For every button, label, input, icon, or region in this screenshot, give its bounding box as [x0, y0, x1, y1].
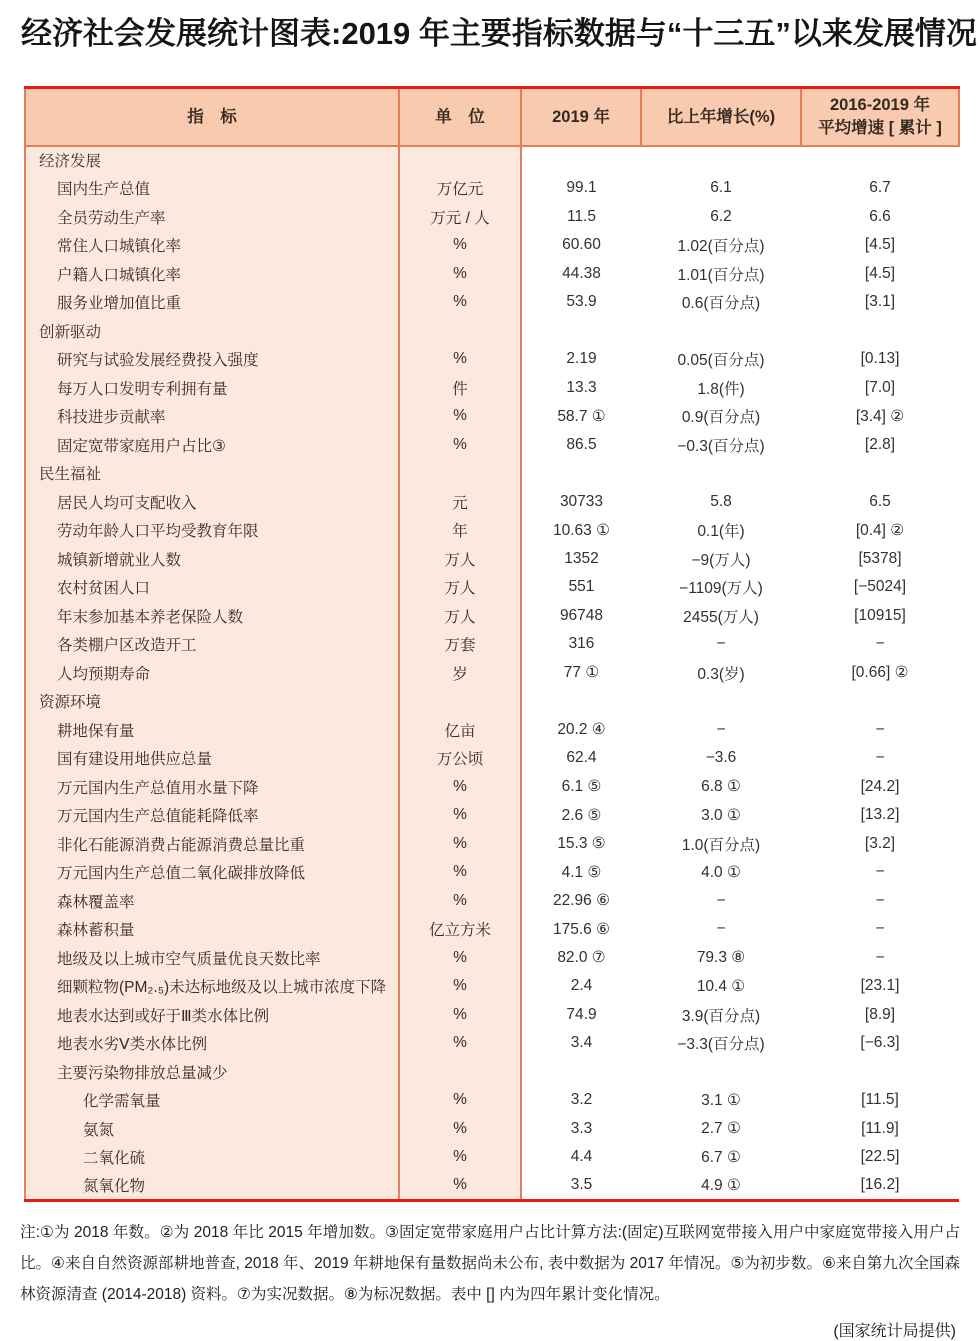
average-cell: [10915]	[801, 602, 959, 631]
unit-cell: 岁	[399, 659, 521, 688]
unit-cell: 件	[399, 374, 521, 403]
unit-cell	[399, 687, 521, 716]
growth-cell	[641, 459, 801, 488]
value-2019-cell	[521, 1058, 641, 1087]
unit-cell: %	[399, 944, 521, 973]
unit-cell: %	[399, 1029, 521, 1058]
indicator-cell: 各类棚户区改造开工	[25, 630, 399, 659]
value-2019-cell: 2.19	[521, 345, 641, 374]
average-cell: −	[801, 915, 959, 944]
value-2019-cell: 74.9	[521, 1001, 641, 1030]
unit-cell: %	[399, 887, 521, 916]
unit-cell: %	[399, 345, 521, 374]
unit-cell: 亿亩	[399, 716, 521, 745]
average-cell: [0.4] ②	[801, 516, 959, 545]
indicator-cell: 氮氧化物	[25, 1172, 399, 1201]
indicator-cell: 国有建设用地供应总量	[25, 744, 399, 773]
indicator-cell: 地表水达到或好于Ⅲ类水体比例	[25, 1001, 399, 1030]
unit-cell: 万人	[399, 545, 521, 574]
table-body	[25, 146, 959, 1201]
value-2019-cell: 82.0 ⑦	[521, 944, 641, 973]
value-2019-cell: 11.5	[521, 203, 641, 232]
indicator-cell: 二氧化硫	[25, 1143, 399, 1172]
unit-cell: 万亿元	[399, 174, 521, 203]
value-2019-cell	[521, 687, 641, 716]
value-2019-cell	[521, 317, 641, 346]
growth-cell: −1109(万人)	[641, 573, 801, 602]
indicator-cell: 化学需氧量	[25, 1086, 399, 1115]
growth-cell: −0.3(百分点)	[641, 431, 801, 460]
indicator-cell: 户籍人口城镇化率	[25, 260, 399, 289]
growth-cell: 0.05(百分点)	[641, 345, 801, 374]
growth-cell: 3.0 ①	[641, 801, 801, 830]
unit-cell: %	[399, 1115, 521, 1144]
value-2019-cell: 20.2 ④	[521, 716, 641, 745]
indicator-cell: 年末参加基本养老保险人数	[25, 602, 399, 631]
table-row	[25, 687, 959, 716]
table-row	[25, 915, 959, 944]
table-row	[25, 345, 959, 374]
value-2019-cell: 175.6 ⑥	[521, 915, 641, 944]
growth-cell: 1.0(百分点)	[641, 830, 801, 859]
growth-cell: 79.3 ⑧	[641, 944, 801, 973]
column-header-2019: 2019 年	[521, 88, 641, 146]
growth-cell: 6.8 ①	[641, 773, 801, 802]
unit-cell: 万公顷	[399, 744, 521, 773]
unit-cell: %	[399, 830, 521, 859]
unit-cell: %	[399, 1172, 521, 1201]
growth-cell: 0.3(岁)	[641, 659, 801, 688]
indicator-cell: 常住人口城镇化率	[25, 231, 399, 260]
unit-cell	[399, 317, 521, 346]
value-2019-cell: 10.63 ①	[521, 516, 641, 545]
table-row	[25, 972, 959, 1001]
average-cell: [23.1]	[801, 972, 959, 1001]
unit-cell: 亿立方米	[399, 915, 521, 944]
unit-cell	[399, 1058, 521, 1087]
indicator-cell: 地表水劣Ⅴ类水体比例	[25, 1029, 399, 1058]
value-2019-cell: 4.4	[521, 1143, 641, 1172]
value-2019-cell: 1352	[521, 545, 641, 574]
table-row	[25, 374, 959, 403]
unit-cell: 万人	[399, 573, 521, 602]
table-row	[25, 317, 959, 346]
growth-cell: −3.3(百分点)	[641, 1029, 801, 1058]
indicator-cell: 全员劳动生产率	[25, 203, 399, 232]
indicator-cell: 固定宽带家庭用户占比③	[25, 431, 399, 460]
indicator-cell: 农村贫困人口	[25, 573, 399, 602]
growth-cell	[641, 687, 801, 716]
value-2019-cell: 96748	[521, 602, 641, 631]
indicator-cell: 创新驱动	[25, 317, 399, 346]
growth-cell: 0.6(百分点)	[641, 288, 801, 317]
growth-cell: 4.9 ①	[641, 1172, 801, 1201]
value-2019-cell: 551	[521, 573, 641, 602]
indicator-cell: 研究与试验发展经费投入强度	[25, 345, 399, 374]
indicator-cell: 城镇新增就业人数	[25, 545, 399, 574]
indicator-cell: 经济发展	[25, 146, 399, 175]
indicator-cell: 万元国内生产总值能耗降低率	[25, 801, 399, 830]
growth-cell: 10.4 ①	[641, 972, 801, 1001]
average-cell: 6.7	[801, 174, 959, 203]
indicator-cell: 细颗粒物(PM₂.₅)未达标地级及以上城市浓度下降	[25, 972, 399, 1001]
indicator-cell: 每万人口发明专利拥有量	[25, 374, 399, 403]
unit-cell: %	[399, 1086, 521, 1115]
indicator-cell: 森林蓄积量	[25, 915, 399, 944]
growth-cell: 5.8	[641, 488, 801, 517]
value-2019-cell	[521, 459, 641, 488]
average-cell: [−5024]	[801, 573, 959, 602]
column-header-unit: 单 位	[399, 88, 521, 146]
unit-cell: %	[399, 402, 521, 431]
indicator-cell: 万元国内生产总值用水量下降	[25, 773, 399, 802]
table-row	[25, 402, 959, 431]
footnotes: 注:①为 2018 年数。②为 2018 年比 2015 年增加数。③固定宽带家庭用户占比计算方法:(固定)互联网宽带接入用户中家庭宽带接入用户占比。④来自自然资源部耕地普查, 2018 年、2019 年耕地保有量数据尚未公布, 表中数据为 2017 年情况。⑤为初步数。⑥来自第九次全国森林资源清查 (2014-2018) 资料。⑦为实况数据。⑧为标况数据。表中 [] 内为四年累计变化情况。	[20, 1223, 960, 1303]
average-cell: [5378]	[801, 545, 959, 574]
table-row	[25, 545, 959, 574]
column-header-growth: 比上年增长(%)	[641, 88, 801, 146]
average-cell: [3.4] ②	[801, 402, 959, 431]
growth-cell: 4.0 ①	[641, 858, 801, 887]
indicator-cell: 劳动年龄人口平均受教育年限	[25, 516, 399, 545]
indicator-cell: 耕地保有量	[25, 716, 399, 745]
average-cell: [3.2]	[801, 830, 959, 859]
average-cell: [−6.3]	[801, 1029, 959, 1058]
value-2019-cell: 13.3	[521, 374, 641, 403]
average-cell	[801, 317, 959, 346]
average-cell	[801, 687, 959, 716]
average-cell: [11.9]	[801, 1115, 959, 1144]
unit-cell: %	[399, 1143, 521, 1172]
growth-cell	[641, 317, 801, 346]
column-header-average-line1: 2016-2019 年	[830, 96, 930, 115]
table-row	[25, 630, 959, 659]
value-2019-cell: 2.6 ⑤	[521, 801, 641, 830]
growth-cell: 6.1	[641, 174, 801, 203]
value-2019-cell: 86.5	[521, 431, 641, 460]
value-2019-cell: 99.1	[521, 174, 641, 203]
table-row	[25, 602, 959, 631]
column-header-average	[801, 88, 959, 146]
indicators-table	[24, 86, 960, 1202]
average-cell	[801, 146, 959, 175]
average-cell: −	[801, 858, 959, 887]
indicator-cell: 森林覆盖率	[25, 887, 399, 916]
average-cell: −	[801, 630, 959, 659]
unit-cell: %	[399, 773, 521, 802]
table-row	[25, 516, 959, 545]
table-row	[25, 1029, 959, 1058]
average-cell: −	[801, 887, 959, 916]
growth-cell: 0.9(百分点)	[641, 402, 801, 431]
table-row	[25, 146, 959, 175]
growth-cell: 3.9(百分点)	[641, 1001, 801, 1030]
growth-cell	[641, 146, 801, 175]
table-row	[25, 203, 959, 232]
table-row	[25, 801, 959, 830]
table-row	[25, 773, 959, 802]
indicator-cell: 万元国内生产总值二氧化碳排放降低	[25, 858, 399, 887]
growth-cell: 3.1 ①	[641, 1086, 801, 1115]
table-row	[25, 431, 959, 460]
indicator-cell: 科技进步贡献率	[25, 402, 399, 431]
average-cell: −	[801, 716, 959, 745]
value-2019-cell: 3.3	[521, 1115, 641, 1144]
growth-cell	[641, 1058, 801, 1087]
indicator-cell: 国内生产总值	[25, 174, 399, 203]
average-cell: [4.5]	[801, 231, 959, 260]
unit-cell: %	[399, 1001, 521, 1030]
indicator-cell: 人均预期寿命	[25, 659, 399, 688]
indicator-cell: 资源环境	[25, 687, 399, 716]
table-row	[25, 1172, 959, 1201]
unit-cell: %	[399, 260, 521, 289]
unit-cell: %	[399, 231, 521, 260]
value-2019-cell: 3.2	[521, 1086, 641, 1115]
value-2019-cell: 62.4	[521, 744, 641, 773]
growth-cell: 1.02(百分点)	[641, 231, 801, 260]
growth-cell: 6.7 ①	[641, 1143, 801, 1172]
growth-cell: 6.2	[641, 203, 801, 232]
value-2019-cell: 22.96 ⑥	[521, 887, 641, 916]
average-cell: [13.2]	[801, 801, 959, 830]
table-row	[25, 1143, 959, 1172]
table-row	[25, 659, 959, 688]
average-cell	[801, 459, 959, 488]
average-cell: [2.8]	[801, 431, 959, 460]
average-cell: [11.5]	[801, 1086, 959, 1115]
page-title: 经济社会发展统计图表:2019 年主要指标数据与“十三五”以来发展情况	[21, 16, 977, 51]
unit-cell: 万套	[399, 630, 521, 659]
average-cell: 6.6	[801, 203, 959, 232]
table-row	[25, 174, 959, 203]
average-cell: 6.5	[801, 488, 959, 517]
table-row	[25, 1001, 959, 1030]
unit-cell: %	[399, 858, 521, 887]
value-2019-cell: 4.1 ⑤	[521, 858, 641, 887]
growth-cell: −9(万人)	[641, 545, 801, 574]
value-2019-cell: 58.7 ①	[521, 402, 641, 431]
table-row	[25, 260, 959, 289]
indicator-cell: 氨氮	[25, 1115, 399, 1144]
table-row	[25, 1115, 959, 1144]
value-2019-cell: 6.1 ⑤	[521, 773, 641, 802]
average-cell: [8.9]	[801, 1001, 959, 1030]
unit-cell	[399, 459, 521, 488]
table-row	[25, 288, 959, 317]
table-row	[25, 231, 959, 260]
unit-cell: %	[399, 431, 521, 460]
unit-cell: %	[399, 801, 521, 830]
average-cell: [4.5]	[801, 260, 959, 289]
average-cell: [16.2]	[801, 1172, 959, 1201]
average-cell: −	[801, 744, 959, 773]
average-cell: [0.66] ②	[801, 659, 959, 688]
value-2019-cell: 60.60	[521, 231, 641, 260]
indicator-cell: 非化石能源消费占能源消费总量比重	[25, 830, 399, 859]
value-2019-cell: 3.4	[521, 1029, 641, 1058]
value-2019-cell: 53.9	[521, 288, 641, 317]
statistics-page	[0, 8, 980, 1340]
value-2019-cell: 77 ①	[521, 659, 641, 688]
unit-cell: 万人	[399, 602, 521, 631]
average-cell: [3.1]	[801, 288, 959, 317]
value-2019-cell	[521, 146, 641, 175]
growth-cell: 2.7 ①	[641, 1115, 801, 1144]
unit-cell: %	[399, 288, 521, 317]
growth-cell: −	[641, 630, 801, 659]
table-row	[25, 573, 959, 602]
indicator-cell: 服务业增加值比重	[25, 288, 399, 317]
growth-cell: −3.6	[641, 744, 801, 773]
table-row	[25, 858, 959, 887]
table-row	[25, 488, 959, 517]
unit-cell: 元	[399, 488, 521, 517]
indicator-cell: 地级及以上城市空气质量优良天数比率	[25, 944, 399, 973]
table-header-row	[25, 88, 959, 146]
table-row	[25, 887, 959, 916]
indicator-cell: 主要污染物排放总量减少	[25, 1058, 399, 1087]
growth-cell: −	[641, 915, 801, 944]
growth-cell: 0.1(年)	[641, 516, 801, 545]
value-2019-cell: 2.4	[521, 972, 641, 1001]
value-2019-cell: 30733	[521, 488, 641, 517]
unit-cell: 年	[399, 516, 521, 545]
indicator-cell: 民生福祉	[25, 459, 399, 488]
average-cell: [24.2]	[801, 773, 959, 802]
unit-cell: %	[399, 972, 521, 1001]
value-2019-cell: 15.3 ⑤	[521, 830, 641, 859]
table-row	[25, 1086, 959, 1115]
table-row	[25, 716, 959, 745]
average-cell: [22.5]	[801, 1143, 959, 1172]
value-2019-cell: 3.5	[521, 1172, 641, 1201]
table-row	[25, 1058, 959, 1087]
growth-cell: 2455(万人)	[641, 602, 801, 631]
table-row	[25, 744, 959, 773]
growth-cell: −	[641, 716, 801, 745]
table-row	[25, 459, 959, 488]
growth-cell: 1.8(件)	[641, 374, 801, 403]
average-cell: −	[801, 944, 959, 973]
unit-cell	[399, 146, 521, 175]
average-cell: [0.13]	[801, 345, 959, 374]
indicator-cell: 居民人均可支配收入	[25, 488, 399, 517]
growth-cell: 1.01(百分点)	[641, 260, 801, 289]
unit-cell: 万元 / 人	[399, 203, 521, 232]
table-row	[25, 944, 959, 973]
table-row	[25, 830, 959, 859]
average-cell	[801, 1058, 959, 1087]
column-header-average-line2: 平均增速 [ 累计 ]	[818, 118, 942, 137]
growth-cell: −	[641, 887, 801, 916]
value-2019-cell: 316	[521, 630, 641, 659]
value-2019-cell: 44.38	[521, 260, 641, 289]
average-cell: [7.0]	[801, 374, 959, 403]
column-header-indicator: 指 标	[25, 88, 399, 146]
source-attribution: (国家统计局提供)	[833, 1322, 956, 1340]
